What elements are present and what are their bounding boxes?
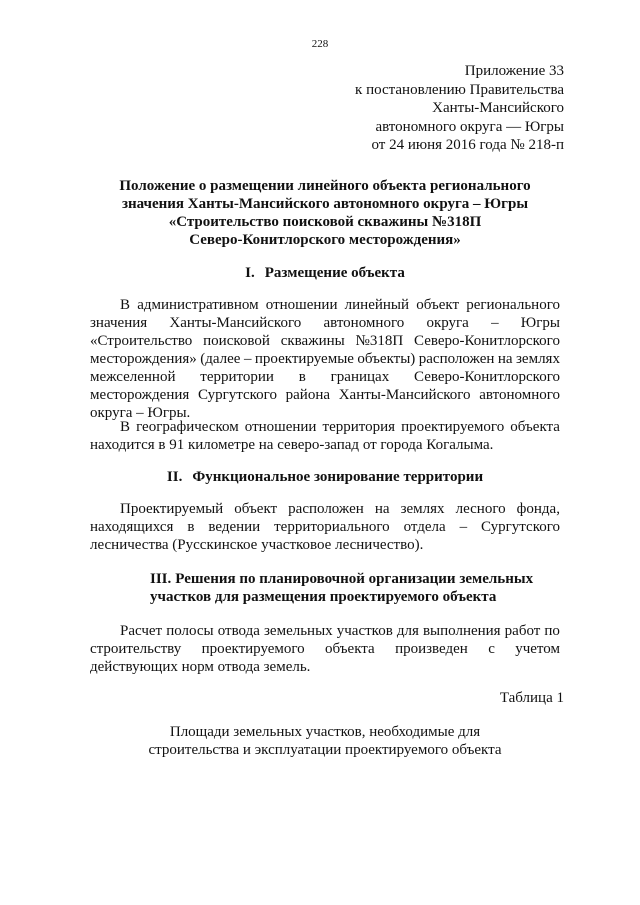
word: географическом xyxy=(136,419,239,435)
word: – xyxy=(491,315,499,331)
line-text xyxy=(120,418,560,436)
word: объект xyxy=(416,297,460,313)
word: на xyxy=(497,351,513,367)
word: расположен xyxy=(288,501,364,517)
paragraph xyxy=(90,418,560,454)
word: учетом xyxy=(515,641,560,657)
word: объекта xyxy=(510,419,560,435)
title-line: значения Ханты-Мансийского автономного округа – Югры xyxy=(121,196,529,212)
word: автономного xyxy=(479,387,560,403)
caption-line: строительства и эксплуатации проектируемого объекта xyxy=(148,742,502,758)
word: В xyxy=(120,297,131,313)
word: Северо-Конитлорского xyxy=(414,333,560,349)
word: округа xyxy=(426,315,469,331)
word: произведен xyxy=(395,641,468,657)
paragraph-line: находится в 91 километре на северо-запад от города Когалыма. xyxy=(90,437,494,453)
word: расположен xyxy=(418,351,495,367)
word: межселенной xyxy=(90,369,176,385)
paragraph-line: действующих норм отвода земель. xyxy=(90,659,311,675)
paragraph-line xyxy=(90,314,560,332)
word: (далее xyxy=(200,351,241,367)
section-number: II. xyxy=(166,469,183,485)
word: №318П xyxy=(355,333,404,349)
word: Ханты-Мансийского xyxy=(169,315,302,331)
word: территории xyxy=(200,369,274,385)
section-heading-3 xyxy=(150,570,550,606)
word: в xyxy=(187,519,195,535)
word: границах xyxy=(330,369,390,385)
word: фонда, xyxy=(516,501,560,517)
paragraph-line xyxy=(90,518,560,536)
paragraph-line: лесничества (Русскинское участковое лесничество). xyxy=(90,537,424,553)
title-line: Северо-Конитлорского месторождения» xyxy=(189,232,461,248)
section-title: Решения по планировочной организации земельных xyxy=(175,571,534,587)
line-text xyxy=(120,500,560,518)
word: в xyxy=(298,369,306,385)
word: выполнения xyxy=(422,623,501,639)
appendix-block xyxy=(264,62,564,155)
word: Югры xyxy=(520,315,560,331)
page-number: 228 xyxy=(311,38,329,50)
paragraph-line xyxy=(90,622,560,640)
word: находящихся xyxy=(90,519,174,535)
word: территория xyxy=(322,419,396,435)
section-heading-1 xyxy=(90,264,560,282)
line-text xyxy=(120,622,560,640)
table-caption xyxy=(90,723,560,759)
word: отдела xyxy=(403,519,446,535)
word: поисковой xyxy=(203,333,270,349)
word: Сургутского xyxy=(197,387,277,403)
word: участков xyxy=(336,623,393,639)
word: «Строительство xyxy=(90,333,193,349)
paragraph xyxy=(90,500,560,554)
paragraph-line xyxy=(90,296,560,314)
word: Ханты-Мансийского xyxy=(338,387,471,403)
paragraph-line xyxy=(90,368,560,386)
word: по xyxy=(544,623,560,639)
word: проектируемого xyxy=(401,419,505,435)
word: – xyxy=(459,519,468,535)
word: Проектируемый xyxy=(120,501,224,517)
word: для xyxy=(396,623,419,639)
paragraph-line xyxy=(90,500,560,518)
word: объекты) xyxy=(357,351,416,367)
paragraph xyxy=(90,296,560,422)
word: объект xyxy=(234,501,278,517)
word: с xyxy=(488,641,495,657)
paragraph xyxy=(90,622,560,676)
word: района xyxy=(285,387,331,403)
word: регионального xyxy=(466,297,560,313)
appendix-line: автономного округа — Югры xyxy=(375,118,564,135)
word: Северо-Конитлорского xyxy=(414,369,560,385)
word: отношении xyxy=(244,419,317,435)
section-heading-2 xyxy=(90,468,560,486)
paragraph-line: округа – Югры. xyxy=(90,405,191,421)
paragraph-line xyxy=(90,350,560,368)
title-line: «Строительство поисковой скважины №318П xyxy=(168,214,482,230)
title-line: Положение о размещении линейного объекта регионального xyxy=(119,178,531,194)
word: В xyxy=(120,419,131,435)
word: значения xyxy=(90,315,148,331)
word: автономного xyxy=(323,315,405,331)
word: землях xyxy=(516,351,560,367)
table-label: Таблица 1 xyxy=(499,690,564,706)
paragraph-line xyxy=(90,418,560,436)
section-number: I. xyxy=(245,265,255,281)
appendix-line: Приложение 33 xyxy=(464,63,564,79)
caption-line: Площади земельных участков, необходимые для xyxy=(169,724,481,740)
word: – xyxy=(243,351,252,367)
paragraph-line xyxy=(90,386,560,404)
word: Сургутского xyxy=(481,519,560,535)
word: административном xyxy=(137,297,259,313)
word: Расчет xyxy=(120,623,163,639)
word: проектируемые xyxy=(254,351,354,367)
word: территориального xyxy=(274,519,390,535)
document-title xyxy=(90,177,560,249)
word: линейный xyxy=(344,297,410,313)
word: месторождения xyxy=(90,387,190,403)
line-text xyxy=(120,296,560,314)
word: отвода xyxy=(217,623,260,639)
word: работ xyxy=(504,623,541,639)
word: полосы xyxy=(166,623,214,639)
paragraph-line xyxy=(90,640,560,658)
paragraph-line xyxy=(90,332,560,350)
word: скважины xyxy=(280,333,345,349)
section-title: Размещение объекта xyxy=(264,265,405,281)
appendix-line: к постановлению Правительства xyxy=(355,81,564,98)
appendix-line: Ханты-Мансийского xyxy=(432,100,564,116)
word: месторождения» xyxy=(90,351,197,367)
word: отношении xyxy=(265,297,338,313)
section-title: Функциональное зонирование территории xyxy=(192,469,484,485)
word: строительству xyxy=(90,641,182,657)
appendix-line: от 24 июня 2016 года № 218-п xyxy=(371,137,564,153)
section-number: III. xyxy=(150,571,172,587)
word: проектируемого xyxy=(201,641,305,657)
word: землях xyxy=(400,501,445,517)
word: лесного xyxy=(455,501,506,517)
word: объекта xyxy=(325,641,375,657)
section-title: участков для размещения проектируемого объекта xyxy=(150,589,497,605)
word: на xyxy=(374,501,390,517)
word: ведении xyxy=(208,519,261,535)
word: земельных xyxy=(264,623,333,639)
